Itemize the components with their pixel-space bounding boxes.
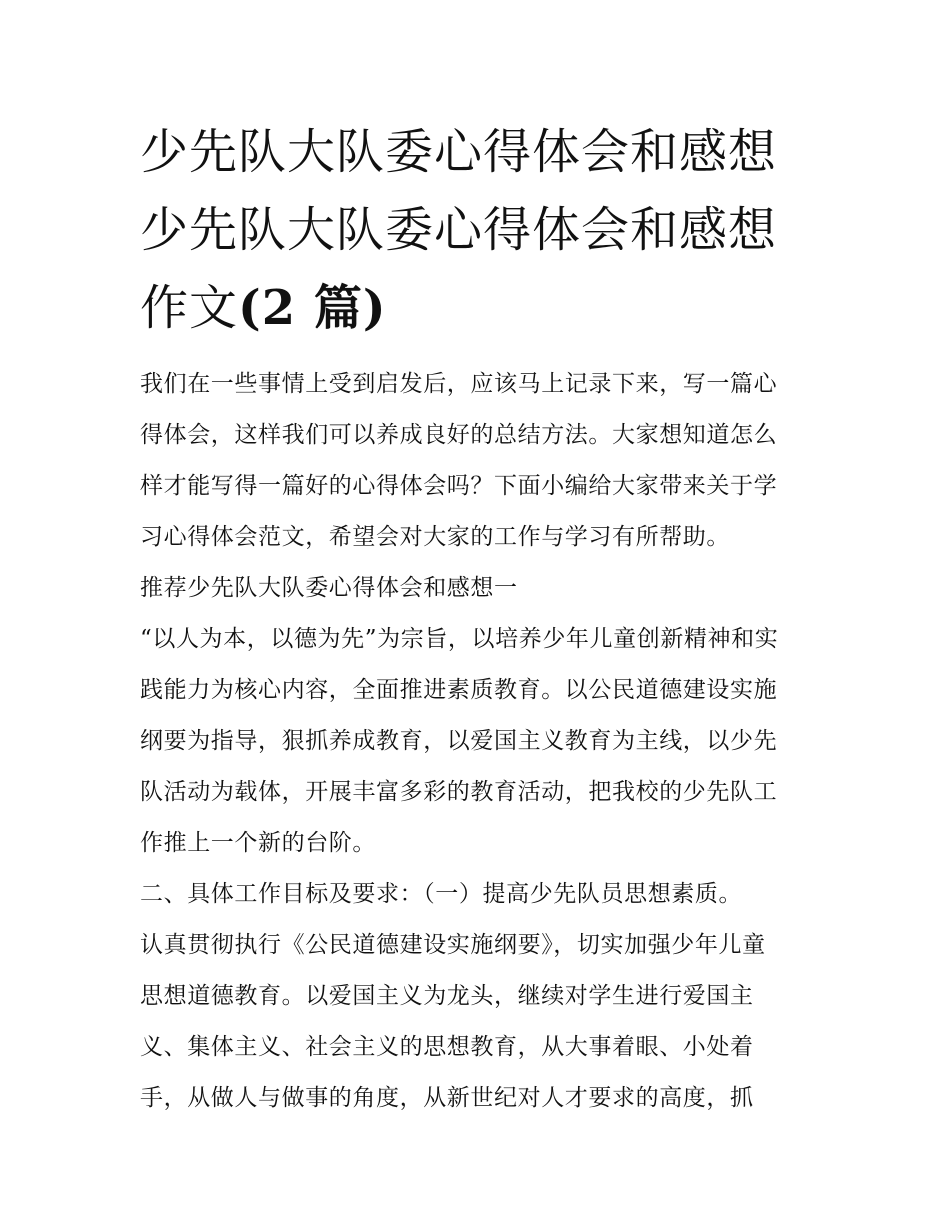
text-line: 作推上一个新的台阶。 <box>140 830 376 856</box>
title-line-3 <box>140 269 820 347</box>
section-heading <box>140 563 820 614</box>
text-line: 纲要为指导，狠抓养成教育，以爱国主义教育为主线，以少先 <box>140 728 778 754</box>
paragraph-intro <box>140 359 820 563</box>
paragraph-goals <box>140 920 820 1124</box>
text-line: 思想道德教育。以爱国主义为龙头，继续对学生进行爱国主 <box>140 983 754 1009</box>
title-line-1: 少先队大队委心得体会和感想 <box>140 124 778 180</box>
document-content <box>140 113 820 1124</box>
text-line: 习心得体会范文，希望会对大家的工作与学习有所帮助。 <box>140 524 730 550</box>
title-line-2: 少先队大队委心得体会和感想 <box>140 202 778 258</box>
title-line-3-text: 作文 <box>140 280 239 336</box>
text-line: 我们在一些事情上受到启发后，应该马上记录下来，写一篇心 <box>140 371 778 397</box>
text-line: 二、具体工作目标及要求：（一）提高少先队员思想素质。 <box>140 881 743 907</box>
document-title <box>140 113 820 347</box>
title-suffix: (2 篇) <box>238 280 387 336</box>
text-line: 推荐少先队大队委心得体会和感想一 <box>140 575 518 601</box>
text-line: 践能力为核心内容，全面推进素质教育。以公民道德建设实施 <box>140 677 778 703</box>
text-line: “以人为本，以德为先”为宗旨，以培养少年儿童创新精神和实 <box>140 626 779 652</box>
text-line: 手，从做人与做事的角度，从新世纪对人才要求的高度，抓 <box>140 1085 754 1111</box>
text-line: 队活动为载体，开展丰富多彩的教育活动，把我校的少先队工 <box>140 779 778 805</box>
text-line: 样才能写得一篇好的心得体会吗？下面小编给大家带来关于学 <box>140 473 778 499</box>
section-goals-heading <box>140 869 820 920</box>
text-line: 认真贯彻执行《公民道德建设实施纲要》，切实加强少年儿童 <box>140 932 766 958</box>
document-body <box>140 359 820 1124</box>
text-line: 得体会，这样我们可以养成良好的总结方法。大家想知道怎么 <box>140 422 778 448</box>
paragraph-purpose <box>140 614 820 869</box>
text-line: 义、集体主义、社会主义的思想教育，从大事着眼、小处着 <box>140 1034 754 1060</box>
